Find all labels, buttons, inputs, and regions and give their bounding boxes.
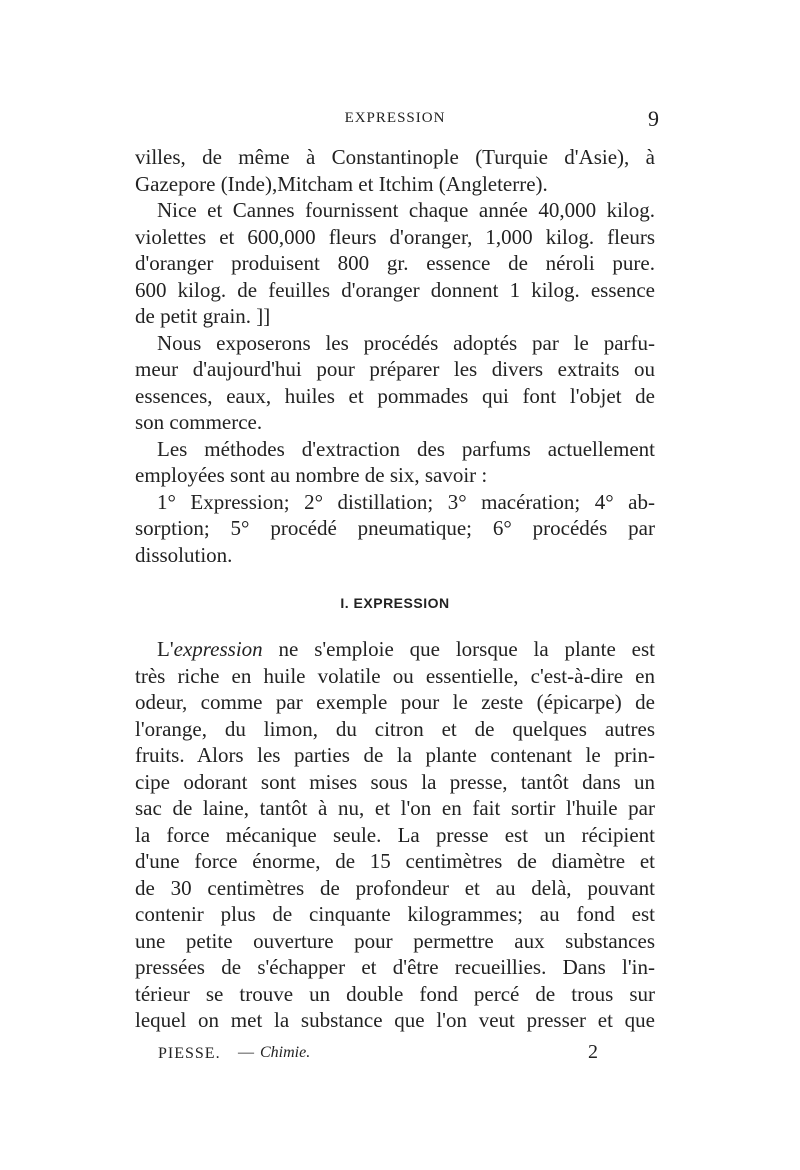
text-line: pressées de s'échapper et d'être recueillies. Dans l'in- xyxy=(135,955,655,979)
running-head xyxy=(135,106,659,132)
signature-number: 2 xyxy=(588,1041,598,1063)
text-line: cipe odorant sont mises sous la presse, tantôt dans un xyxy=(135,769,655,794)
footer-book-title: Chimie. xyxy=(260,1044,311,1061)
text-line: l'orange, du limon, du citron et de quelques autres xyxy=(135,716,655,741)
body-text-section xyxy=(135,636,655,1034)
text-line: de petit grain. ]] xyxy=(135,304,271,328)
text-line: Nice et Cannes fournissent chaque année 40,000 kilog. xyxy=(157,198,655,222)
text-line: violettes et 600,000 fleurs d'oranger, 1,000 kilog. fleurs xyxy=(135,224,655,249)
text-line: 1° Expression; 2° distillation; 3° macération; 4° ab- xyxy=(157,489,655,514)
text-line: une petite ouverture pour permettre aux substances xyxy=(135,928,655,953)
text-line: d'oranger produisent 800 gr. essence de néroli pure. xyxy=(135,251,655,275)
text-line: sac de laine, tantôt à nu, et l'on en fait sortir l'huile par xyxy=(135,796,655,820)
text-line: 600 kilog. de feuilles d'oranger donnent 1 kilog. essence xyxy=(135,277,655,302)
footer-author: PIESSE. xyxy=(158,1045,221,1062)
text-line: dissolution. xyxy=(135,542,233,567)
text-line: essences, eaux, huiles et pommades qui font l'objet de xyxy=(135,383,655,408)
text-line: employées sont au nombre de six, savoir : xyxy=(135,463,488,487)
text-line: son commerce. xyxy=(135,410,263,434)
text-line: meur d'aujourd'hui pour préparer les divers extraits ou xyxy=(135,357,655,381)
text-line: d'une force énorme, de 15 centimètres de diamètre et xyxy=(135,849,655,873)
text-line: lequel on met la substance que l'on veut presser et que xyxy=(135,1008,655,1032)
section-heading: I. EXPRESSION xyxy=(340,595,450,611)
running-title: EXPRESSION xyxy=(344,110,446,126)
page-number: 9 xyxy=(648,106,659,131)
text-line xyxy=(135,636,655,663)
text-line: odeur, comme par exemple pour le zeste (épicarpe) de xyxy=(135,690,655,714)
text-line: Les méthodes d'extraction des parfums actuellement xyxy=(157,436,655,461)
footer-separator: — xyxy=(238,1044,254,1061)
emphasized-term: expression xyxy=(173,637,263,661)
page-footer xyxy=(158,1041,598,1067)
body-text-top xyxy=(135,144,655,568)
first-line-prefix: L' xyxy=(157,637,174,661)
text-line: Gazepore (Inde),Mitcham et Itchim (Angleterre). xyxy=(135,171,548,196)
text-line: la force mécanique seule. La presse est un récipient xyxy=(135,822,655,847)
text-line: de 30 centimètres de profondeur et au delà, pouvant xyxy=(135,875,655,900)
text-line: fruits. Alors les parties de la plante contenant le prin- xyxy=(135,743,655,767)
text-line: sorption; 5° procédé pneumatique; 6° procédés par xyxy=(135,516,655,540)
text-line: très riche en huile volatile ou essentielle, c'est-à-dire en xyxy=(135,663,655,688)
first-line-rest: ne s'emploie que lorsque la plante est xyxy=(262,637,655,661)
text-line: térieur se trouve un double fond percé de trous sur xyxy=(135,981,655,1006)
text-line: contenir plus de cinquante kilogrammes; au fond est xyxy=(135,902,655,926)
text-line: Nous exposerons les procédés adoptés par le parfu- xyxy=(157,330,655,355)
text-line: villes, de même à Constantinople (Turquie d'Asie), à xyxy=(135,145,655,169)
